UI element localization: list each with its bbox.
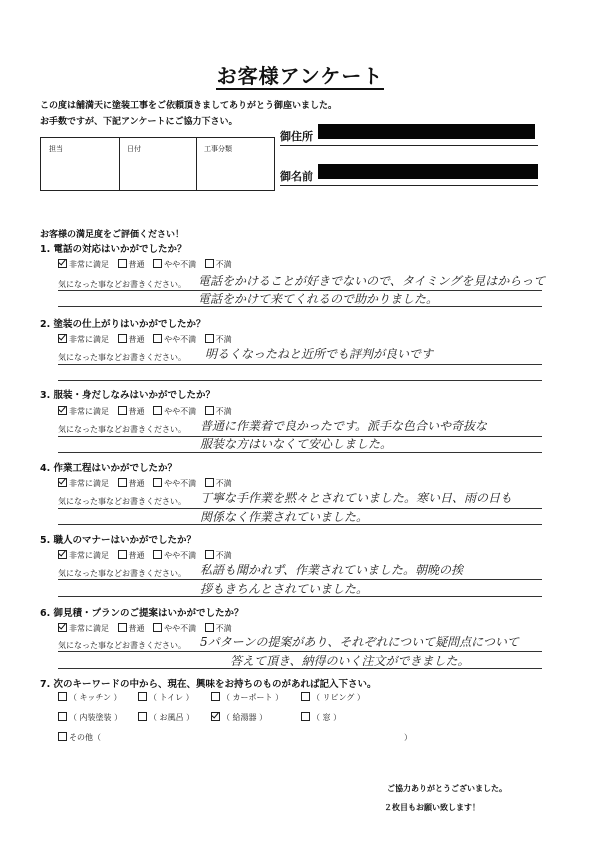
question-4-options [58,478,238,489]
checked-checkbox-icon[interactable] [58,259,67,268]
question-1-options [58,259,238,270]
option-normal[interactable]: 普通 [118,334,145,345]
question-7: 7. 次のキーワードの中から、現在、興味をお持ちのものがあれば記入下さい。 [40,679,377,690]
title-underline [216,88,384,90]
checkbox-icon[interactable] [301,692,310,701]
intro-line-1: この度は舗満天に塗装工事をご依頼頂きましてありがとう御座いました。 [40,101,338,111]
thanks-line-2: ２枚目もお願い致します！ [384,803,480,812]
option-dissatisfied[interactable]: 不満 [205,334,232,345]
option-somewhat-dissatisfied[interactable]: やや不満 [153,478,196,489]
checkbox-icon[interactable] [153,334,162,343]
answer-4-line-1: 丁寧な手作業を黙々とされていました。寒い日、雨の日も [200,491,513,505]
question-6: 6. 御見積・プランのご提案はいかがでしたか？ [40,608,244,619]
name-redaction [318,164,538,179]
answer-underline [58,596,542,597]
option-dissatisfied[interactable]: 不満 [205,550,232,561]
survey-title: お客様アンケート [216,64,384,88]
name-label: 御名前 [280,170,313,183]
option-normal[interactable]: 普通 [118,406,145,417]
checkbox-icon[interactable] [205,334,214,343]
question-5: 5. 職人のマナーはいかがでしたか？ [40,535,197,546]
checkbox-icon[interactable] [118,550,127,559]
keyword-other[interactable]: その他（ [58,732,101,743]
checkbox-icon[interactable] [205,550,214,559]
option-dissatisfied[interactable]: 不満 [205,623,232,634]
checked-checkbox-icon[interactable] [58,478,67,487]
answer-underline [58,380,542,381]
checked-checkbox-icon[interactable] [58,623,67,632]
evaluation-heading: お客様の満足度をご評価ください！ [40,230,185,240]
question-2: 2. 塗装の仕上がりはいかがでしたか？ [40,319,206,330]
comment-prompt: 気になった事などお書きください。 [58,497,186,506]
name-underline [280,185,538,186]
checkbox-icon[interactable] [153,623,162,632]
checkbox-icon[interactable] [118,334,127,343]
checkbox-icon[interactable] [58,732,67,741]
answer-2-line-1: 明るくなったねと近所でも評判が良いです [205,347,434,361]
keyword-toilet[interactable]: （ トイレ ） [138,692,194,703]
checkbox-icon[interactable] [211,692,220,701]
answer-underline [58,524,542,525]
option-very-satisfied[interactable]: 非常に満足 [58,623,109,634]
answer-6-line-1: 5パターンの提案があり、それぞれについて疑問点について [200,635,519,649]
option-somewhat-dissatisfied[interactable]: やや不満 [153,623,196,634]
staff-label: 担当 [49,145,63,153]
keyword-living[interactable]: （ リビング ） [301,692,365,703]
date-label: 日付 [127,145,141,153]
option-somewhat-dissatisfied[interactable]: やや不満 [153,550,196,561]
checkbox-icon[interactable] [118,259,127,268]
answer-6-line-2: 答えて頂き、納得のいく注文ができました。 [230,654,470,668]
address-underline [280,145,538,146]
checkbox-icon[interactable] [153,550,162,559]
keyword-carport[interactable]: （ カーポート ） [211,692,283,703]
keyword-water-heater[interactable]: （ 給湯器 ） [211,712,267,723]
option-normal[interactable]: 普通 [118,259,145,270]
option-somewhat-dissatisfied[interactable]: やや不満 [153,334,196,345]
checkbox-icon[interactable] [153,259,162,268]
checkbox-icon[interactable] [205,478,214,487]
question-4: 4. 作業工程はいかがでしたか？ [40,463,178,474]
staff-info-box [40,137,275,191]
option-normal[interactable]: 普通 [118,623,145,634]
answer-underline [58,452,542,453]
intro-line-2: お手数ですが、下記アンケートにご協力下さい。 [40,117,238,127]
answer-5-line-1: 私語も聞かれず、作業されていました。朝晩の挨 [200,563,464,577]
answer-3-line-2: 服装な方はいなくて安心しました。 [200,437,393,451]
option-very-satisfied[interactable]: 非常に満足 [58,478,109,489]
checkbox-icon[interactable] [58,692,67,701]
checkbox-icon[interactable] [118,478,127,487]
checked-checkbox-icon[interactable] [58,334,67,343]
checkbox-icon[interactable] [138,692,147,701]
comment-prompt: 気になった事などお書きください。 [58,641,186,650]
work-category-label: 工事分類 [204,145,232,153]
option-very-satisfied[interactable]: 非常に満足 [58,259,109,270]
option-very-satisfied[interactable]: 非常に満足 [58,334,109,345]
option-somewhat-dissatisfied[interactable]: やや不満 [153,259,196,270]
checkbox-icon[interactable] [205,623,214,632]
work-category-cell [196,138,274,190]
date-cell [119,138,197,190]
option-normal[interactable]: 普通 [118,550,145,561]
comment-prompt: 気になった事などお書きください。 [58,569,186,578]
keyword-other-close: ） [404,733,412,742]
checkbox-icon[interactable] [153,406,162,415]
option-somewhat-dissatisfied[interactable]: やや不満 [153,406,196,417]
comment-prompt: 気になった事などお書きください。 [58,353,186,362]
question-5-options [58,550,238,561]
checked-checkbox-icon[interactable] [58,550,67,559]
checkbox-icon[interactable] [205,406,214,415]
option-very-satisfied[interactable]: 非常に満足 [58,406,109,417]
checkbox-icon[interactable] [58,712,67,721]
option-normal[interactable]: 普通 [118,478,145,489]
checkbox-icon[interactable] [301,712,310,721]
keyword-window[interactable]: （ 窓 ） [301,712,341,723]
address-label: 御住所 [280,130,313,143]
answer-5-line-2: 拶もきちんとされていました。 [200,582,369,596]
answer-underline [58,306,542,307]
staff-cell [41,138,120,190]
checkbox-icon[interactable] [138,712,147,721]
keyword-interior-paint[interactable]: （ 内装塗装 ） [58,712,122,723]
answer-1-line-2: 電話をかけて来てくれるので助かりました。 [198,292,439,306]
option-dissatisfied[interactable]: 不満 [205,406,232,417]
checkbox-icon[interactable] [153,478,162,487]
option-very-satisfied[interactable]: 非常に満足 [58,550,109,561]
question-2-options [58,334,238,345]
checkbox-icon[interactable] [118,623,127,632]
answer-underline [58,364,542,365]
answer-4-line-2: 関係なく作業されていました。 [200,510,369,524]
keyword-kitchen[interactable]: （ キッチン ） [58,692,122,703]
option-dissatisfied[interactable]: 不満 [205,259,232,270]
question-1: 1. 電話の対応はいかがでしたか？ [40,244,187,255]
answer-3-line-1: 普通に作業着で良かったです。派手な色合いや奇抜な [200,419,488,433]
checkbox-icon[interactable] [118,406,127,415]
question-3: 3. 服装・身だしなみはいかがでしたか？ [40,390,216,401]
answer-1-line-1: 電話をかけることが好きでないので、タイミングを見はからって [198,274,546,288]
comment-prompt: 気になった事などお書きください。 [58,280,186,289]
comment-prompt: 気になった事などお書きください。 [58,425,186,434]
keyword-bath[interactable]: （ お風呂 ） [138,712,194,723]
answer-underline [58,668,542,669]
checkbox-icon[interactable] [205,259,214,268]
question-3-options [58,406,238,417]
checked-checkbox-icon[interactable] [211,712,220,721]
option-dissatisfied[interactable]: 不満 [205,478,232,489]
thanks-line-1: ご協力ありがとうございました。 [387,784,507,793]
checked-checkbox-icon[interactable] [58,406,67,415]
address-redaction [318,124,535,139]
